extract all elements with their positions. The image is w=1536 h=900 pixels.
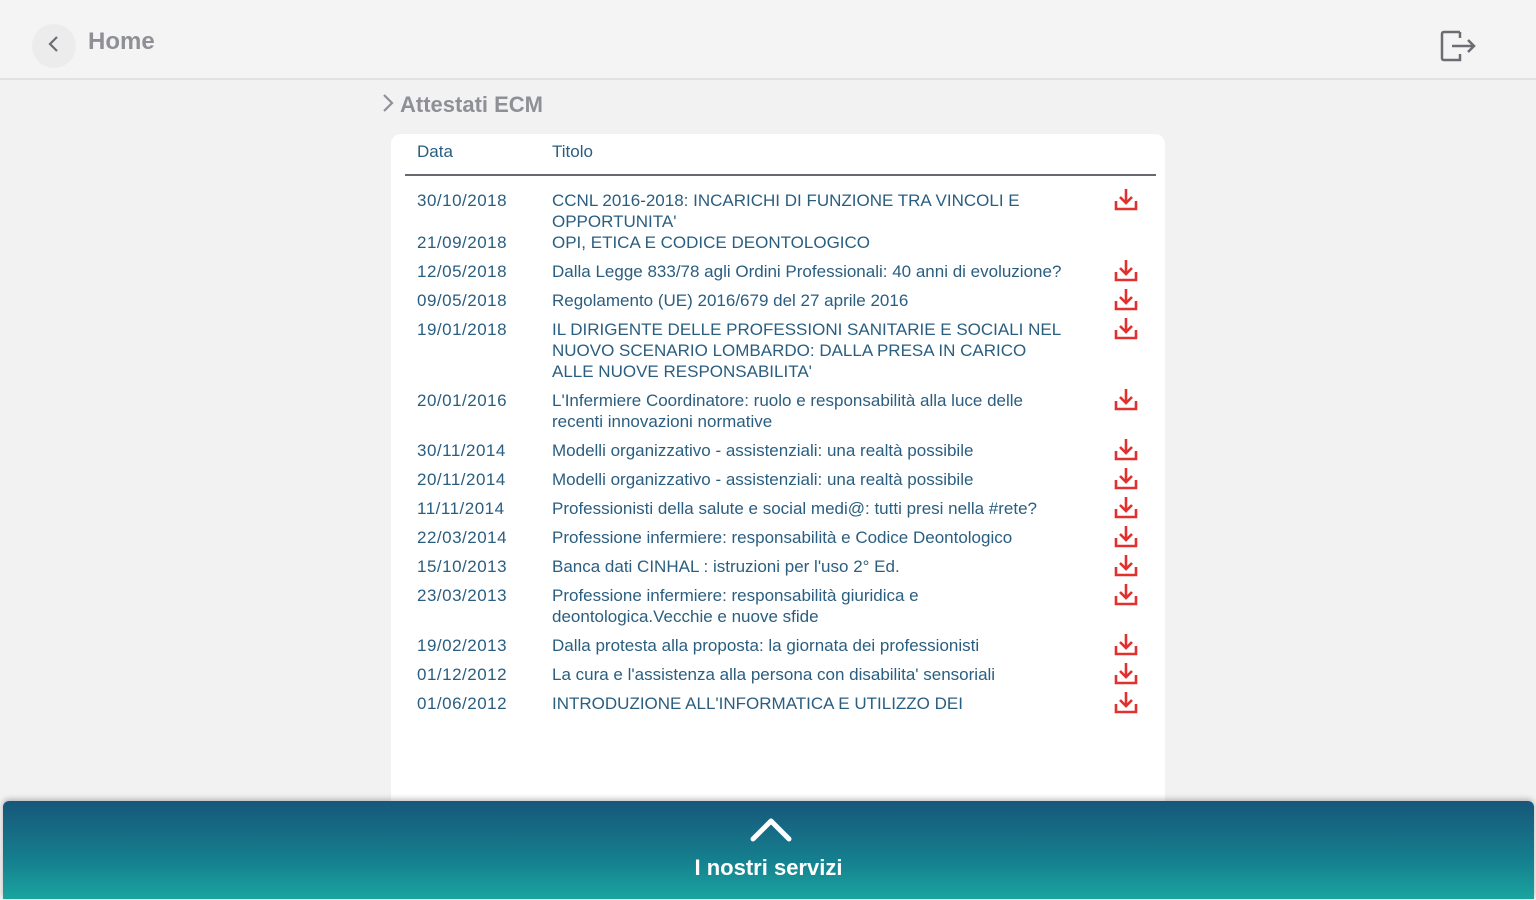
table-row xyxy=(391,440,1165,461)
row-title: INTRODUZIONE ALL'INFORMATICA E UTILIZZO DEI xyxy=(552,694,963,713)
row-title: Modelli organizzativo - assistenziali: una realtà possibile xyxy=(552,441,974,460)
row-date: 22/03/2014 xyxy=(417,528,508,547)
row-title: Professione infermiere: responsabilità e Codice Deontologico xyxy=(552,528,1013,547)
row-date: 11/11/2014 xyxy=(417,499,505,518)
services-drawer-toggle[interactable] xyxy=(3,801,1534,899)
download-icon[interactable] xyxy=(1112,186,1140,214)
download-icon[interactable] xyxy=(1112,494,1140,522)
row-title: L'Infermiere Coordinatore: ruolo e responsabilità alla luce delle recenti innovazioni normative xyxy=(552,391,1024,431)
row-date: 30/10/2018 xyxy=(417,191,508,210)
table-row xyxy=(391,585,1165,627)
logout-icon xyxy=(1438,28,1478,69)
row-date: 15/10/2013 xyxy=(417,557,508,576)
logout-button[interactable] xyxy=(1436,28,1480,68)
chevron-left-icon xyxy=(47,35,61,58)
table-row xyxy=(391,390,1165,432)
row-date: 19/02/2013 xyxy=(417,636,508,655)
download-icon[interactable] xyxy=(1112,660,1140,688)
row-date: 20/01/2016 xyxy=(417,391,508,410)
table-row xyxy=(391,261,1165,282)
certificates-table xyxy=(391,134,1165,814)
breadcrumb-label: Attestati ECM xyxy=(400,92,544,117)
back-label[interactable]: Home xyxy=(88,28,155,55)
table-row xyxy=(391,290,1165,311)
row-date: 09/05/2018 xyxy=(417,291,508,310)
download-icon[interactable] xyxy=(1112,315,1140,343)
back-button[interactable] xyxy=(32,24,76,68)
row-date: 30/11/2014 xyxy=(417,441,506,460)
breadcrumb xyxy=(380,90,543,120)
table-row xyxy=(391,319,1165,382)
table-row xyxy=(391,635,1165,656)
download-icon[interactable] xyxy=(1112,386,1140,414)
row-title: CCNL 2016-2018: INCARICHI DI FUNZIONE TRA VINCOLI E OPPORTUNITA' xyxy=(552,191,1020,231)
row-title: OPI, ETICA E CODICE DEONTOLOGICO xyxy=(552,233,871,252)
download-icon[interactable] xyxy=(1112,257,1140,285)
chevron-up-icon xyxy=(749,815,793,848)
column-header-date: Data xyxy=(417,142,453,161)
row-date: 20/11/2014 xyxy=(417,470,506,489)
download-icon[interactable] xyxy=(1112,689,1140,717)
table-row xyxy=(391,190,1165,232)
row-title: Dalla Legge 833/78 agli Ordini Professionali: 40 anni di evoluzione? xyxy=(552,262,1062,281)
row-title: IL DIRIGENTE DELLE PROFESSIONI SANITARIE E SOCIALI NEL NUOVO SCENARIO LOMBARDO: DALLA PRESA IN CARICO ALLE NUOVE RESPONSABILITA' xyxy=(552,320,1061,381)
download-icon[interactable] xyxy=(1112,552,1140,580)
row-title: Regolamento (UE) 2016/679 del 27 aprile 2016 xyxy=(552,291,909,310)
download-icon[interactable] xyxy=(1112,581,1140,609)
table-row xyxy=(391,556,1165,577)
row-title: La cura e l'assistenza alla persona con disabilita' sensoriali xyxy=(552,665,996,684)
table-row xyxy=(391,527,1165,548)
download-icon[interactable] xyxy=(1112,523,1140,551)
table-row xyxy=(391,469,1165,490)
chevron-right-icon xyxy=(380,92,396,119)
download-icon[interactable] xyxy=(1112,631,1140,659)
row-title: Professione infermiere: responsabilità giuridica e deontologica.Vecchie e nuove sfide xyxy=(552,586,919,626)
top-bar xyxy=(0,0,1536,80)
table-row xyxy=(391,664,1165,685)
table-row xyxy=(391,232,1165,253)
row-title: Banca dati CINHAL : istruzioni per l'uso 2° Ed. xyxy=(552,557,900,576)
row-date: 12/05/2018 xyxy=(417,262,508,281)
download-icon[interactable] xyxy=(1112,465,1140,493)
row-date: 01/12/2012 xyxy=(417,665,508,684)
column-header-title: Titolo xyxy=(552,142,593,161)
services-label: I nostri servizi xyxy=(694,855,843,880)
row-date: 21/09/2018 xyxy=(417,233,508,252)
download-icon[interactable] xyxy=(1112,436,1140,464)
row-date: 01/06/2012 xyxy=(417,694,508,713)
row-title: Professionisti della salute e social medi@: tutti presi nella #rete? xyxy=(552,499,1037,518)
table-body xyxy=(391,190,1165,714)
row-date: 23/03/2013 xyxy=(417,586,508,605)
table-row xyxy=(391,498,1165,519)
download-icon[interactable] xyxy=(1112,286,1140,314)
row-title: Modelli organizzativo - assistenziali: una realtà possibile xyxy=(552,470,974,489)
table-header xyxy=(405,134,1156,176)
row-date: 19/01/2018 xyxy=(417,320,508,339)
table-row xyxy=(391,693,1165,714)
row-title: Dalla protesta alla proposta: la giornata dei professionisti xyxy=(552,636,980,655)
